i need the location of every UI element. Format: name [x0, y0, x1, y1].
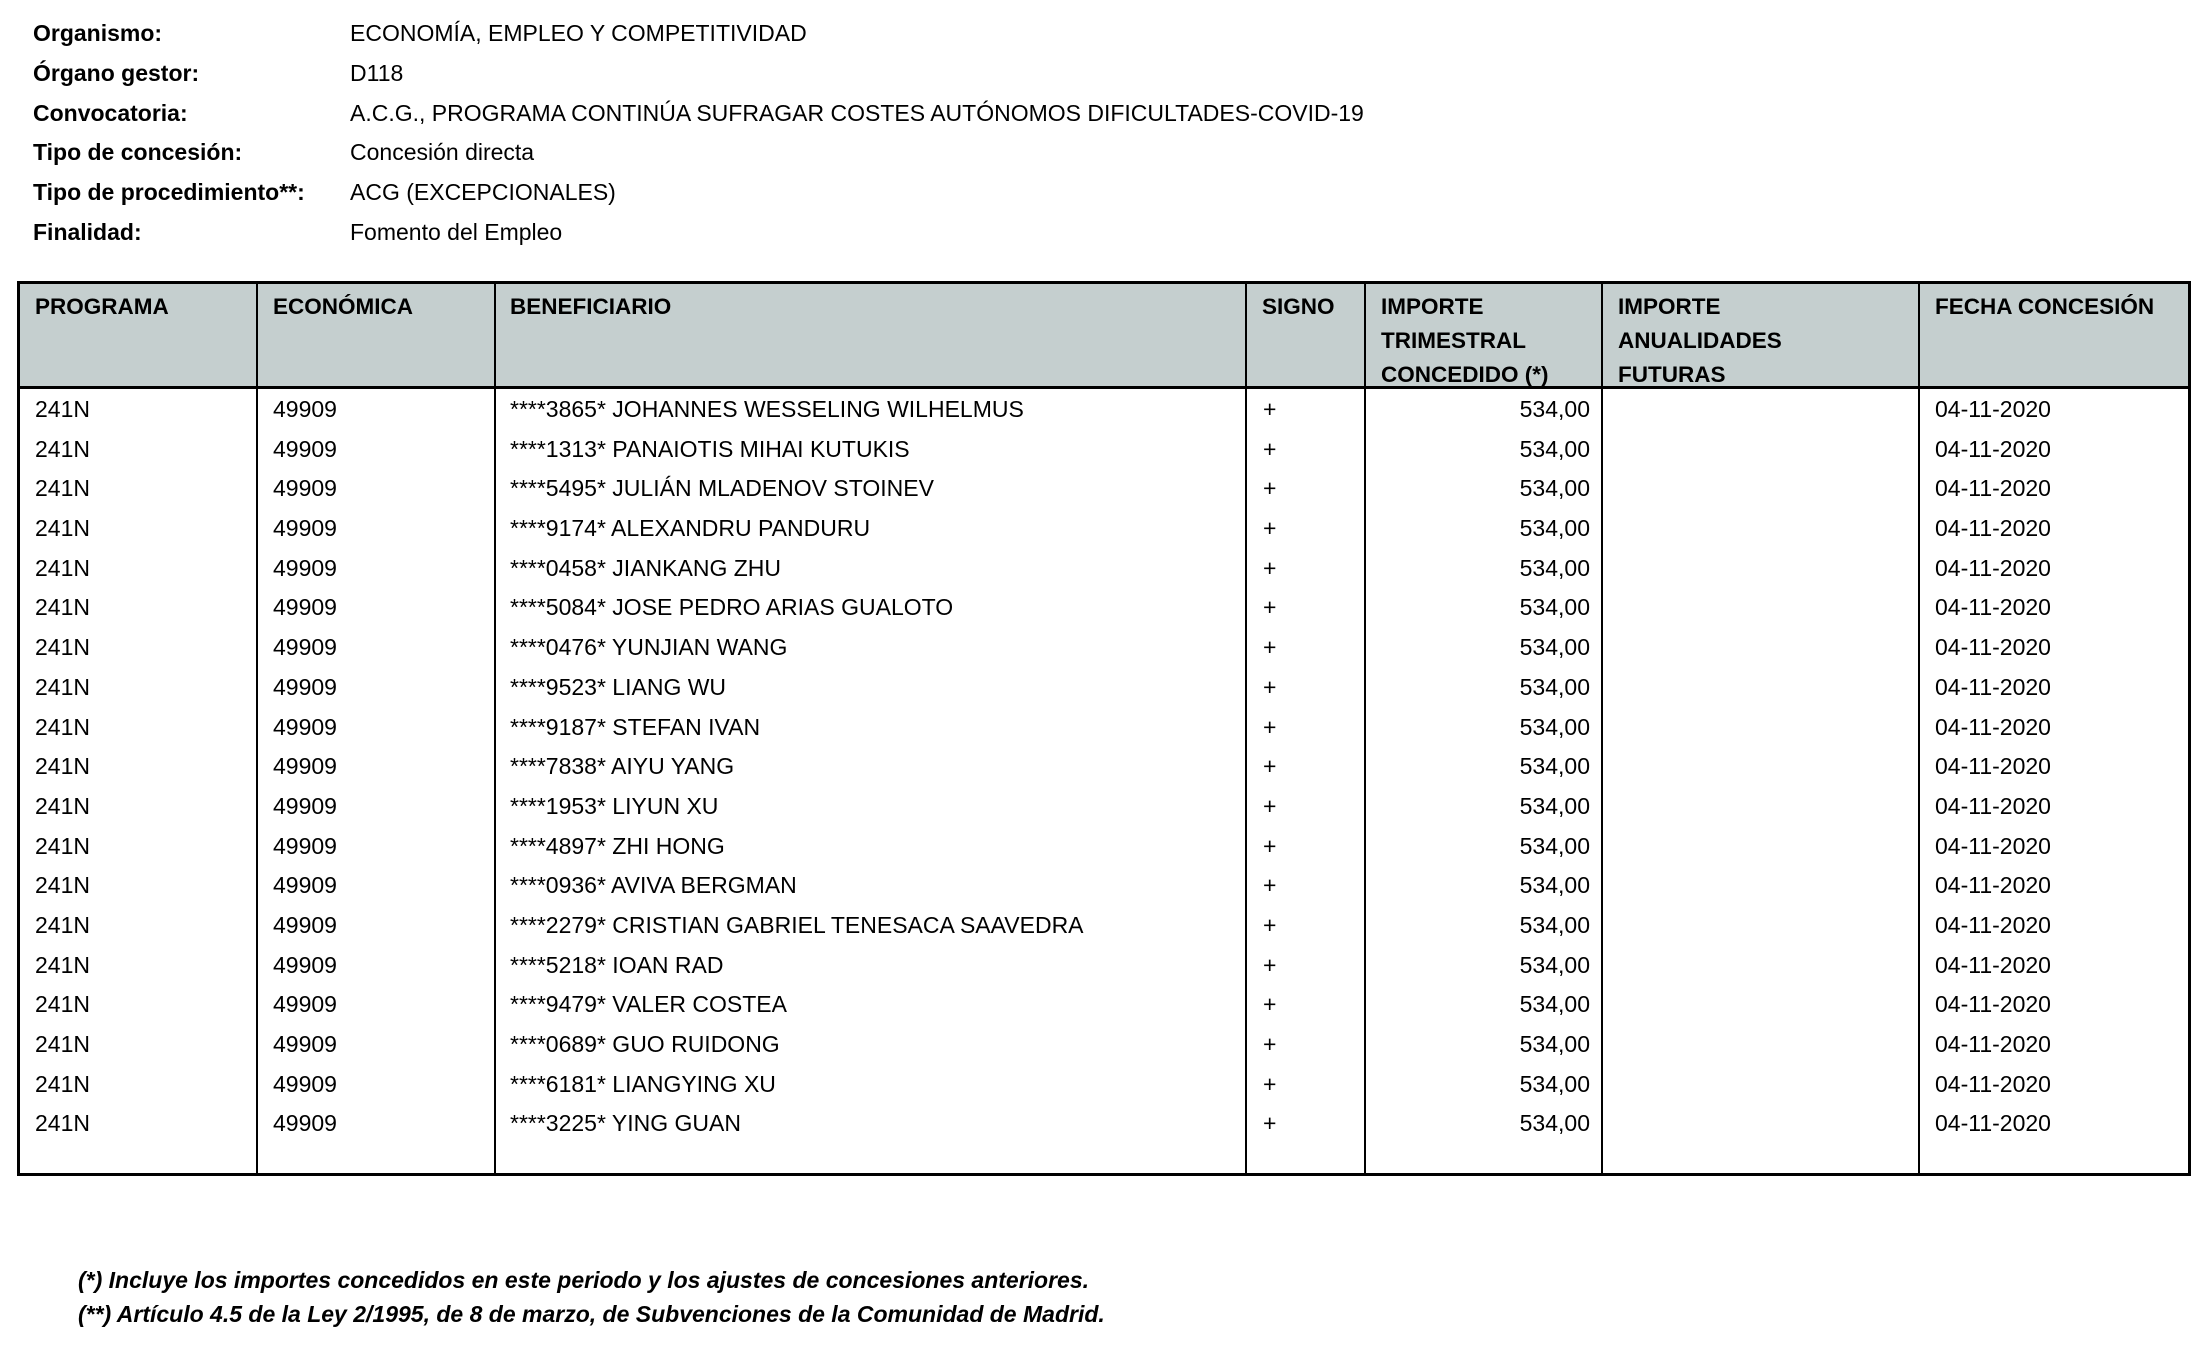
- cell-beneficiario: ****7838* AIYU YANG: [510, 753, 735, 780]
- meta-value: D118: [350, 59, 404, 86]
- cell-fecha-concesion: 04-11-2020: [1935, 634, 2051, 661]
- cell-fecha-concesion: 04-11-2020: [1935, 753, 2051, 780]
- cell-economica: 49909: [273, 713, 337, 740]
- cell-signo: +: [1263, 951, 1277, 978]
- cell-economica: 49909: [273, 435, 337, 462]
- cell-programa: 241N: [35, 594, 90, 621]
- cell-beneficiario: ****2279* CRISTIAN GABRIEL TENESACA SAAVEDRA: [510, 911, 1084, 938]
- meta-value: ECONOMÍA, EMPLEO Y COMPETITIVIDAD: [350, 20, 807, 46]
- cell-signo: +: [1263, 1031, 1277, 1057]
- cell-programa: 241N: [35, 1031, 90, 1057]
- cell-importe-trimestral: 534,00: [1519, 435, 1590, 462]
- cell-programa: 241N: [35, 515, 90, 542]
- cell-economica: 49909: [273, 1110, 337, 1137]
- cell-programa: 241N: [35, 1070, 90, 1097]
- table-row: [20, 984, 2188, 1024]
- meta-label: Finalidad:: [33, 218, 142, 245]
- cell-programa: 241N: [35, 792, 90, 819]
- meta-row-tipo-procedimiento: [33, 173, 1633, 213]
- cell-signo: +: [1263, 634, 1277, 661]
- cell-beneficiario: ****0458* JIANKANG ZHU: [510, 554, 781, 581]
- cell-importe-trimestral: 534,00: [1519, 911, 1590, 938]
- cell-importe-trimestral: 534,00: [1519, 554, 1590, 581]
- cell-economica: 49909: [273, 594, 337, 621]
- cell-economica: 49909: [273, 991, 337, 1018]
- cell-economica: 49909: [273, 832, 337, 859]
- cell-fecha-concesion: 04-11-2020: [1935, 515, 2051, 542]
- cell-fecha-concesion: 04-11-2020: [1935, 911, 2051, 938]
- meta-label: Tipo de concesión:: [33, 139, 243, 166]
- cell-programa: 241N: [35, 673, 90, 700]
- cell-importe-trimestral: 534,00: [1519, 515, 1590, 542]
- cell-programa: 241N: [35, 872, 90, 899]
- table-row: [20, 945, 2188, 985]
- cell-economica: 49909: [273, 1070, 337, 1097]
- meta-label: Tipo de procedimiento**:: [33, 179, 305, 206]
- column-header-programa: PROGRAMA: [35, 294, 169, 319]
- cell-programa: 241N: [35, 554, 90, 581]
- cell-fecha-concesion: 04-11-2020: [1935, 951, 2051, 978]
- cell-importe-trimestral: 534,00: [1519, 951, 1590, 978]
- cell-importe-trimestral: 534,00: [1519, 396, 1590, 422]
- cell-signo: +: [1263, 991, 1277, 1018]
- footnote-ley: (**) Artículo 4.5 de la Ley 2/1995, de 8 de marzo, de Subvenciones de la Comunidad de Madrid.: [78, 1301, 1105, 1327]
- cell-fecha-concesion: 04-11-2020: [1935, 1070, 2051, 1097]
- table-row: [20, 1024, 2188, 1064]
- cell-economica: 49909: [273, 911, 337, 938]
- cell-importe-trimestral: 534,00: [1519, 832, 1590, 859]
- cell-importe-trimestral: 534,00: [1519, 991, 1590, 1018]
- cell-importe-trimestral: 534,00: [1519, 1110, 1590, 1137]
- cell-signo: +: [1263, 832, 1277, 859]
- table-row: [20, 667, 2188, 707]
- cell-signo: +: [1263, 396, 1277, 422]
- table-row: [20, 826, 2188, 866]
- cell-fecha-concesion: 04-11-2020: [1935, 475, 2051, 502]
- cell-fecha-concesion: 04-11-2020: [1935, 872, 2051, 899]
- cell-programa: 241N: [35, 475, 90, 502]
- cell-programa: 241N: [35, 1110, 90, 1137]
- meta-value: ACG (EXCEPCIONALES): [350, 179, 616, 206]
- cell-signo: +: [1263, 911, 1277, 938]
- cell-beneficiario: ****9174* ALEXANDRU PANDURU: [510, 515, 871, 542]
- table-row: [20, 865, 2188, 905]
- cell-fecha-concesion: 04-11-2020: [1935, 594, 2051, 621]
- table-row: [20, 429, 2188, 469]
- cell-signo: +: [1263, 515, 1277, 542]
- cell-fecha-concesion: 04-11-2020: [1935, 832, 2051, 859]
- cell-programa: 241N: [35, 951, 90, 978]
- cell-beneficiario: ****0936* AVIVA BERGMAN: [510, 872, 797, 899]
- cell-beneficiario: ****3865* JOHANNES WESSELING WILHELMUS: [510, 396, 1024, 422]
- cell-signo: +: [1263, 673, 1277, 700]
- cell-programa: 241N: [35, 713, 90, 740]
- cell-economica: 49909: [273, 396, 337, 422]
- cell-programa: 241N: [35, 753, 90, 780]
- cell-signo: +: [1263, 1070, 1277, 1097]
- cell-importe-trimestral: 534,00: [1519, 634, 1590, 661]
- cell-beneficiario: ****9187* STEFAN IVAN: [510, 713, 761, 740]
- cell-beneficiario: ****9479* VALER COSTEA: [510, 991, 787, 1018]
- table-row: [20, 587, 2188, 627]
- footnotes: [78, 1263, 1105, 1331]
- cell-signo: +: [1263, 872, 1277, 899]
- cell-fecha-concesion: 04-11-2020: [1935, 554, 2051, 581]
- cell-economica: 49909: [273, 475, 337, 502]
- column-header-fecha-concesion: FECHA CONCESIÓN: [1935, 294, 2155, 319]
- column-header-importe-trimestral: IMPORTE TRIMESTRAL CONCEDIDO (*): [1381, 294, 1549, 387]
- cell-beneficiario: ****1953* LIYUN XU: [510, 792, 719, 819]
- cell-fecha-concesion: 04-11-2020: [1935, 1110, 2051, 1137]
- cell-programa: 241N: [35, 911, 90, 938]
- cell-signo: +: [1263, 554, 1277, 581]
- cell-fecha-concesion: 04-11-2020: [1935, 435, 2051, 462]
- cell-economica: 49909: [273, 951, 337, 978]
- cell-beneficiario: ****5084* JOSE PEDRO ARIAS GUALOTO: [510, 594, 954, 621]
- cell-fecha-concesion: 04-11-2020: [1935, 792, 2051, 819]
- cell-economica: 49909: [273, 792, 337, 819]
- cell-economica: 49909: [273, 1031, 337, 1057]
- cell-economica: 49909: [273, 872, 337, 899]
- cell-economica: 49909: [273, 753, 337, 780]
- table-row: [20, 548, 2188, 588]
- grant-metadata: [33, 14, 1633, 253]
- cell-signo: +: [1263, 1110, 1277, 1137]
- meta-label: Convocatoria:: [33, 99, 188, 126]
- cell-signo: +: [1263, 792, 1277, 819]
- meta-row-finalidad: [33, 213, 1633, 253]
- meta-label: Organismo:: [33, 20, 163, 46]
- cell-importe-trimestral: 534,00: [1519, 872, 1590, 899]
- cell-importe-trimestral: 534,00: [1519, 673, 1590, 700]
- cell-fecha-concesion: 04-11-2020: [1935, 991, 2051, 1018]
- cell-importe-trimestral: 534,00: [1519, 475, 1590, 502]
- cell-signo: +: [1263, 594, 1277, 621]
- cell-programa: 241N: [35, 634, 90, 661]
- table-row: [20, 1064, 2188, 1104]
- cell-beneficiario: ****5218* IOAN RAD: [510, 951, 724, 978]
- table-body: [20, 389, 2188, 1143]
- table-header: [20, 284, 2188, 389]
- meta-label: Órgano gestor:: [33, 59, 200, 86]
- cell-beneficiario: ****1313* PANAIOTIS MIHAI KUTUKIS: [510, 435, 910, 462]
- column-header-economica: ECONÓMICA: [273, 294, 413, 319]
- cell-beneficiario: ****4897* ZHI HONG: [510, 832, 725, 859]
- meta-row-organismo: [33, 14, 1633, 54]
- cell-importe-trimestral: 534,00: [1519, 713, 1590, 740]
- cell-economica: 49909: [273, 554, 337, 581]
- cell-beneficiario: ****0476* YUNJIAN WANG: [510, 634, 788, 661]
- cell-fecha-concesion: 04-11-2020: [1935, 713, 2051, 740]
- table-row: [20, 746, 2188, 786]
- cell-beneficiario: ****0689* GUO RUIDONG: [510, 1031, 780, 1057]
- cell-importe-trimestral: 534,00: [1519, 594, 1590, 621]
- grants-table: [17, 281, 2191, 1176]
- cell-fecha-concesion: 04-11-2020: [1935, 1031, 2051, 1057]
- column-header-signo: SIGNO: [1262, 294, 1335, 319]
- cell-importe-trimestral: 534,00: [1519, 1031, 1590, 1057]
- cell-economica: 49909: [273, 634, 337, 661]
- meta-row-convocatoria: [33, 94, 1633, 134]
- table-row: [20, 905, 2188, 945]
- cell-programa: 241N: [35, 991, 90, 1018]
- table-row: [20, 1103, 2188, 1143]
- cell-programa: 241N: [35, 435, 90, 462]
- cell-signo: +: [1263, 713, 1277, 740]
- cell-fecha-concesion: 04-11-2020: [1935, 396, 2051, 422]
- column-header-importe-anualidades: IMPORTE ANUALIDADES FUTURAS: [1618, 294, 1782, 387]
- table-row: [20, 508, 2188, 548]
- meta-row-tipo-concesion: [33, 133, 1633, 173]
- cell-signo: +: [1263, 435, 1277, 462]
- meta-value: A.C.G., PROGRAMA CONTINÚA SUFRAGAR COSTES AUTÓNOMOS DIFICULTADES-COVID-19: [350, 99, 1364, 126]
- cell-beneficiario: ****6181* LIANGYING XU: [510, 1070, 776, 1097]
- column-header-beneficiario: BENEFICIARIO: [510, 294, 672, 319]
- table-row: [20, 389, 2188, 429]
- table-row: [20, 627, 2188, 667]
- cell-beneficiario: ****3225* YING GUAN: [510, 1110, 741, 1137]
- cell-economica: 49909: [273, 673, 337, 700]
- cell-programa: 241N: [35, 832, 90, 859]
- cell-economica: 49909: [273, 515, 337, 542]
- cell-importe-trimestral: 534,00: [1519, 792, 1590, 819]
- cell-importe-trimestral: 534,00: [1519, 753, 1590, 780]
- meta-row-organo-gestor: [33, 54, 1633, 94]
- meta-value: Fomento del Empleo: [350, 218, 563, 245]
- table-row: [20, 786, 2188, 826]
- footnote-importes: (*) Incluye los importes concedidos en este periodo y los ajustes de concesiones anteriores.: [78, 1267, 1090, 1293]
- cell-importe-trimestral: 534,00: [1519, 1070, 1590, 1097]
- meta-value: Concesión directa: [350, 139, 535, 166]
- table-row: [20, 468, 2188, 508]
- cell-beneficiario: ****5495* JULIÁN MLADENOV STOINEV: [510, 475, 934, 502]
- cell-programa: 241N: [35, 396, 90, 422]
- table-row: [20, 707, 2188, 747]
- cell-beneficiario: ****9523* LIANG WU: [510, 673, 727, 700]
- cell-fecha-concesion: 04-11-2020: [1935, 673, 2051, 700]
- cell-signo: +: [1263, 475, 1277, 502]
- cell-signo: +: [1263, 753, 1277, 780]
